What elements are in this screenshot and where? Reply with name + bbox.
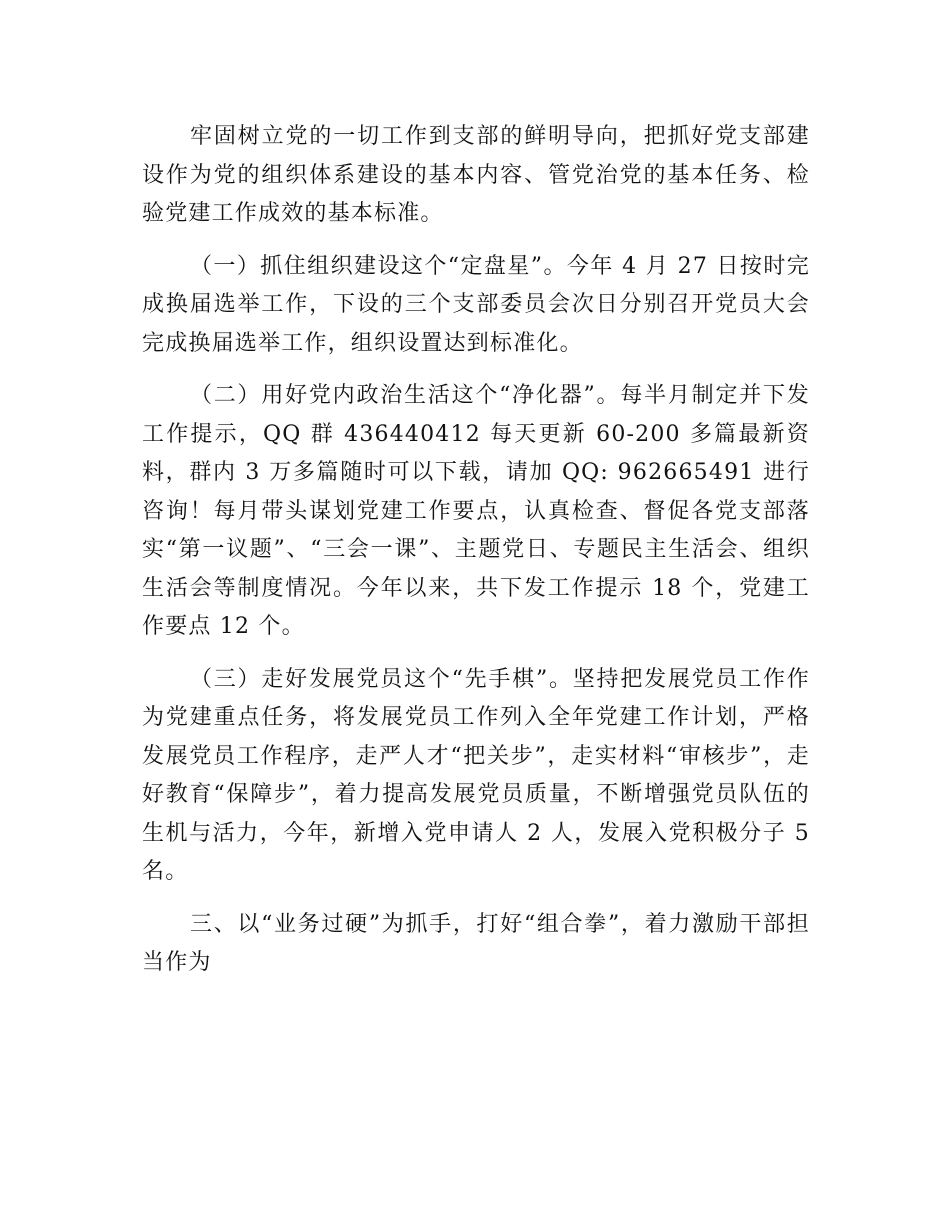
paragraph-section-1: （一）抓住组织建设这个“定盘星”。今年 4 月 27 日按时完成换届选举工作，下设的三个支部委员会次日分别召开党员大会完成换届选举工作，组织设置达到标准化。 xyxy=(142,253,810,356)
paragraph-heading-three: 三、以“业务过硬”为抓手，打好“组合拳”，着力激励干部担当作为 xyxy=(142,911,810,975)
paragraph-section-3: （三）走好发展党员这个“先手棋”。坚持把发展党员工作作为党建重点任务，将发展党员工作列入全年党建工作计划，严格发展党员工作程序，走严人才“把关步”，走实材料“审核步”，走好教育“保障步”，着力提高发展党员质量，不断增强党员队伍的生机与活力，今年，新增入党申请人 2 人，发展入党积极分子 5 名。 xyxy=(142,666,810,884)
paragraph-intro: 牢固树立党的一切工作到支部的鲜明导向，把抓好党支部建设作为党的组织体系建设的基本内容、管党治党的基本任务、检验党建工作成效的基本标准。 xyxy=(142,124,810,226)
paragraph-section-2: （二）用好党内政治生活这个“净化器”。每半月制定并下发工作提示，QQ 群 436440412 每天更新 60-200 多篇最新资料，群内 3 万多篇随时可以下载，请加 QQ: 962665491 进行咨询！每月带头谋划党建工作要点，认真检查、督促各党支部落实“第一议题”、“三会一课”、主题党日、专题民主生活会、组织生活会等制度情况。今年以来，共下发工作提示 18 个，党建工作要点 12 个。 xyxy=(142,383,810,639)
document-body xyxy=(142,118,810,997)
